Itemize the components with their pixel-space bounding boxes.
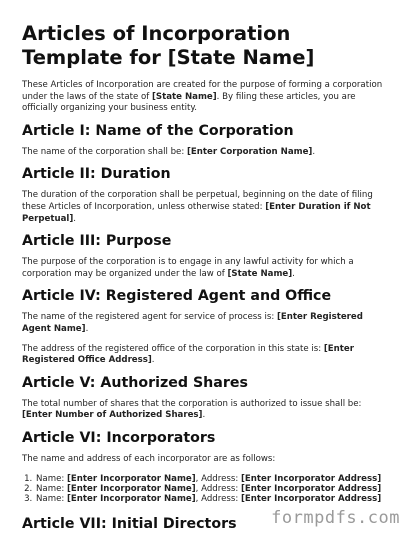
article-3-section: [22, 233, 392, 280]
article-2-text: The duration of the corporation shall be perpetual, beginning on the date of filing these Articles of Incorporation, unless otherwise stated: [Enter Duration if Not Perpetual].: [22, 190, 373, 224]
article-4-office-text: The address of the registered office of the corporation in this state is: [Enter Registered Office Address].: [22, 343, 354, 366]
incorporator-list: [22, 474, 392, 505]
list-item: 1. Name: [Enter Incorporator Name], Address: [Enter Incorporator Address]: [35, 474, 392, 484]
article-1-text: The name of the corporation shall be: [Enter Corporation Name].: [22, 146, 316, 157]
article-5-heading: Article V: Authorized Shares: [22, 374, 248, 391]
watermark: formpdfs.com: [271, 508, 400, 528]
document-title: Articles of Incorporation Template for [State Name]: [22, 22, 315, 69]
article-3-text: The purpose of the corporation is to engage in any lawful activity for which a corporation may be organized under the law of [State Name].: [22, 257, 354, 279]
duration-placeholder: [Enter Duration if Not Perpetual]: [22, 201, 371, 224]
state-name-placeholder: [State Name]: [227, 268, 293, 279]
document-page: [22, 22, 392, 540]
list-item: 2. Name: [Enter Incorporator Name], Address: [Enter Incorporator Address]: [35, 484, 392, 494]
article-2-heading: Article II: Duration: [22, 166, 171, 183]
authorized-shares-placeholder: [Enter Number of Authorized Shares]: [22, 410, 203, 421]
article-4-section: [22, 288, 392, 366]
article-4-agent-text: The name of the registered agent for service of process is: [Enter Registered Agent Name].: [22, 312, 363, 334]
article-2-section: [22, 166, 392, 225]
article-5-section: [22, 375, 392, 422]
article-5-text: The total number of shares that the corporation is authorized to issue shall be: [Enter Number of Authorized Shares].: [22, 398, 362, 421]
corporation-name-placeholder: [Enter Corporation Name]: [186, 146, 313, 157]
intro-paragraph: These Articles of Incorporation are created for the purpose of forming a corporation under the laws of the state of [State Name]. By filing these articles, you are officially organizing your business entity.: [22, 80, 383, 114]
registered-office-placeholder: [Enter Registered Office Address]: [22, 343, 354, 366]
article-6-heading: Article VI: Incorporators: [22, 429, 216, 446]
article-6-section: [22, 430, 392, 504]
article-6-text: The name and address of each incorporator are as follows:: [22, 453, 276, 464]
article-1-section: [22, 123, 392, 159]
article-1-heading: Article I: Name of the Corporation: [22, 122, 294, 139]
list-item: 3. Name: [Enter Incorporator Name], Address: [Enter Incorporator Address]: [35, 494, 392, 504]
article-7-heading: Article VII: Initial Directors: [22, 516, 237, 533]
article-3-heading: Article III: Purpose: [22, 233, 172, 250]
registered-agent-placeholder: [Enter Registered Agent Name]: [22, 312, 363, 334]
state-name-placeholder: [State Name]: [152, 91, 217, 102]
article-4-heading: Article IV: Registered Agent and Office: [22, 288, 332, 305]
